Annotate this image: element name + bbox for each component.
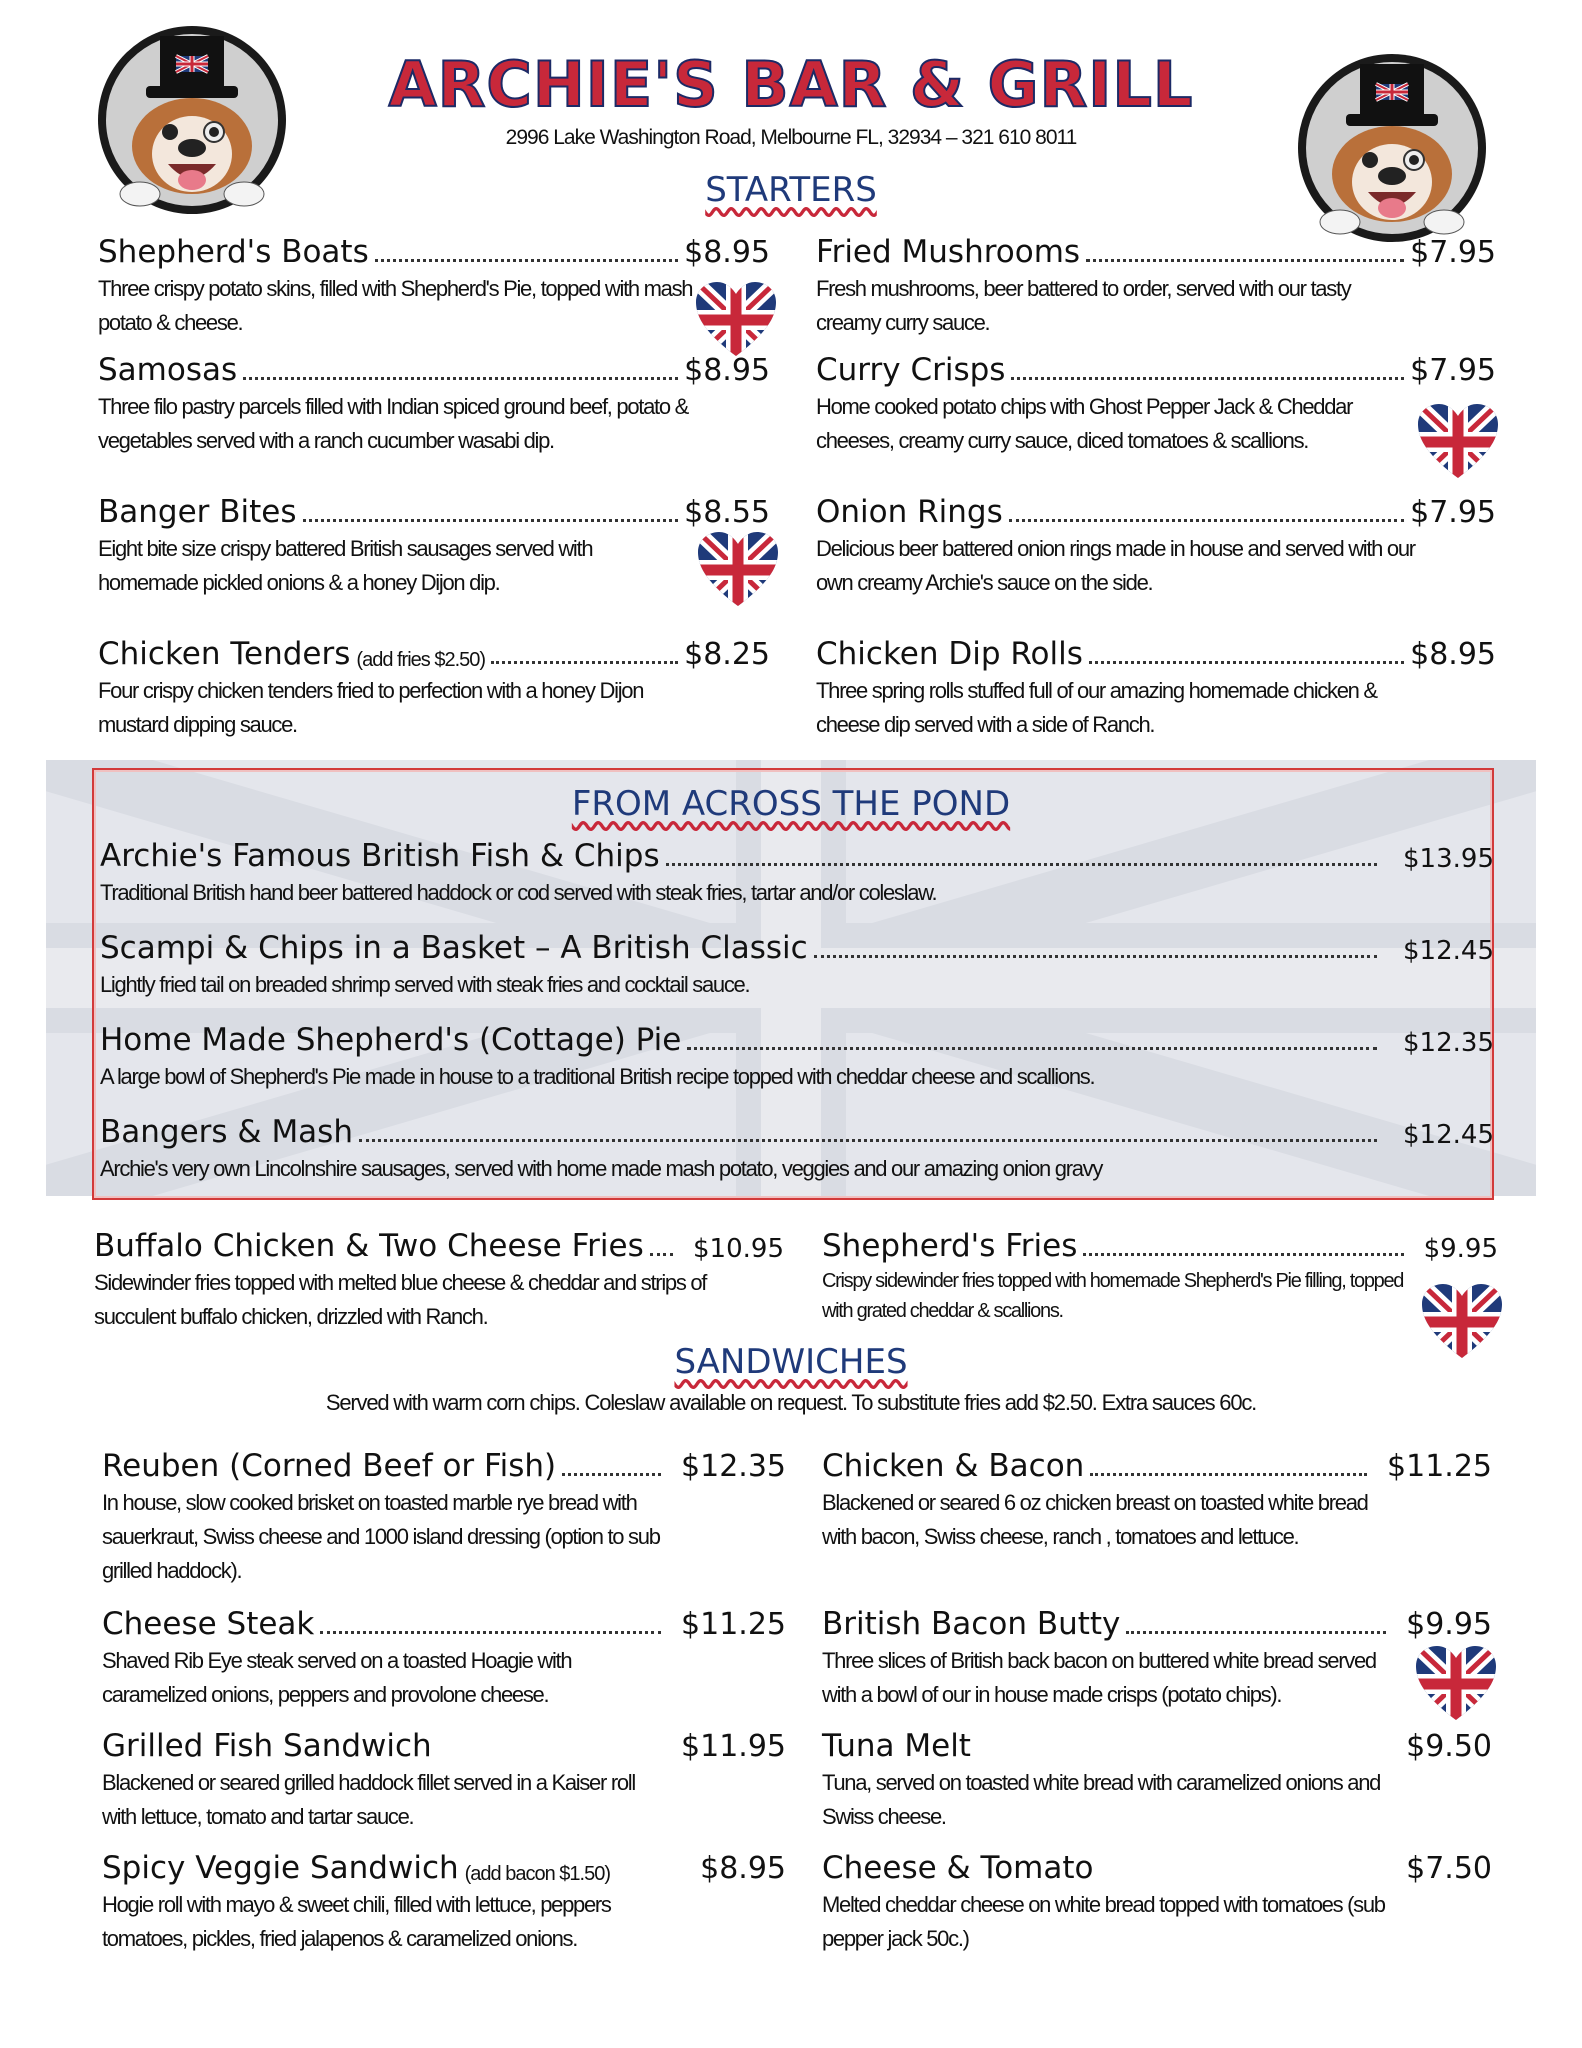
item-price: $8.55 — [684, 495, 770, 530]
menu-item — [822, 1228, 1498, 1326]
leader-dots — [1086, 258, 1404, 262]
item-name: Onion Rings — [816, 494, 1003, 530]
item-description: Fresh mushrooms, beer battered to order, served with our tasty creamy curry sauce. — [816, 276, 1351, 335]
menu-item — [822, 1850, 1492, 1956]
item-price: $8.25 — [684, 637, 770, 672]
leader-dots — [814, 954, 1377, 958]
leader-dots — [1083, 1252, 1403, 1256]
item-name: Shepherd's Fries — [822, 1228, 1078, 1264]
item-name: Spicy Veggie Sandwich — [102, 1850, 459, 1886]
item-description: Traditional British hand beer battered haddock or cod served with steak fries, tartar and/or coleslaw. — [100, 880, 937, 905]
item-description: Crispy sidewinder fries topped with homemade Shepherd's Pie filling, topped with grated cheddar & scallions. — [822, 1270, 1404, 1322]
menu-item — [822, 1728, 1492, 1834]
item-price: $9.95 — [1423, 1234, 1498, 1264]
item-description: Three filo pastry parcels filled with Indian spiced ground beef, potato & vegetables served with a ranch cucumber wasabi dip. — [98, 394, 688, 453]
item-price: $12.45 — [1403, 936, 1494, 966]
item-price: $7.95 — [1410, 235, 1496, 270]
menu-item — [102, 1606, 786, 1712]
item-name: Chicken & Bacon — [822, 1448, 1085, 1484]
item-description: Sidewinder fries topped with melted blue cheese & cheddar and strips of succulent buffalo chicken, drizzled with Ranch. — [94, 1270, 707, 1329]
item-description: Three crispy potato skins, filled with Shepherd's Pie, topped with mash potato & cheese. — [98, 276, 693, 335]
item-name: Curry Crisps — [816, 352, 1006, 388]
menu-item — [100, 930, 1494, 1002]
item-name: Chicken Dip Rolls — [816, 636, 1083, 672]
leader-dots — [491, 660, 678, 664]
menu-item — [98, 352, 770, 458]
item-name: Scampi & Chips in a Basket – A British Classic — [100, 930, 808, 966]
leader-dots — [666, 862, 1377, 866]
union-jack-heart-icon — [1414, 1644, 1498, 1724]
leader-dots — [359, 1138, 1377, 1142]
menu-item — [102, 1728, 786, 1834]
item-name: British Bacon Butty — [822, 1606, 1121, 1642]
menu-item — [822, 1606, 1492, 1712]
item-description: Three slices of British back bacon on buttered white bread served with a bowl of our in house made crisps (potato chips). — [822, 1648, 1376, 1707]
item-description: Hogie roll with mayo & sweet chili, filled with lettuce, peppers tomatoes, pickles, fried jalapenos & caramelized onions. — [102, 1892, 611, 1951]
item-name: Bangers & Mash — [100, 1114, 353, 1150]
section-title-pond: FROM ACROSS THE POND — [571, 784, 1011, 824]
item-note: (add bacon $1.50) — [464, 1863, 610, 1885]
item-name: Samosas — [98, 352, 238, 388]
item-description: Tuna, served on toasted white bread with caramelized onions and Swiss cheese. — [822, 1770, 1381, 1829]
menu-item — [98, 234, 770, 340]
item-price: $8.95 — [684, 235, 770, 270]
leader-dots — [320, 1630, 661, 1634]
item-name: Cheese Steak — [102, 1606, 315, 1642]
menu-item — [100, 1114, 1494, 1186]
item-description: Shaved Rib Eye steak served on a toasted Hoagie with caramelized onions, peppers and provolone cheese. — [102, 1648, 572, 1707]
item-name: Reuben (Corned Beef or Fish) — [102, 1448, 557, 1484]
item-description: In house, slow cooked brisket on toasted marble rye bread with sauerkraut, Swiss cheese and 1000 island dressing (option to sub grilled haddock). — [102, 1490, 660, 1583]
leader-dots — [650, 1252, 673, 1256]
section-title-sandwiches: SANDWICHES — [674, 1342, 908, 1382]
item-name: Fried Mushrooms — [816, 234, 1081, 270]
item-price: $12.35 — [1403, 1028, 1494, 1058]
item-price: $7.95 — [1410, 353, 1496, 388]
leader-dots — [303, 518, 679, 522]
item-price: $9.50 — [1406, 1729, 1492, 1764]
sandwiches-subtitle: Served with warm corn chips. Coleslaw available on request. To substitute fries add $2.50. Extra sauces 60c. — [325, 1390, 1257, 1415]
leader-dots — [1089, 660, 1404, 664]
restaurant-address: 2996 Lake Washington Road, Melbourne FL, 32934 – 321 610 8011 — [505, 126, 1077, 149]
item-name: Archie's Famous British Fish & Chips — [100, 838, 660, 874]
restaurant-title: ARCHIE'S BAR & GRILL — [388, 48, 1194, 121]
leader-dots — [375, 258, 678, 262]
item-description: Blackened or seared 6 oz chicken breast on toasted white bread with bacon, Swiss cheese, ranch , tomatoes and lettuce. — [822, 1490, 1368, 1549]
menu-item — [100, 1022, 1494, 1094]
item-name: Shepherd's Boats — [98, 234, 369, 270]
item-description: Four crispy chicken tenders fried to perfection with a honey Dijon mustard dipping sauce. — [98, 678, 644, 737]
menu-item — [98, 636, 770, 742]
item-price: $12.45 — [1403, 1120, 1494, 1150]
menu-item — [100, 838, 1494, 910]
item-price: $13.95 — [1403, 844, 1494, 874]
item-name: Cheese & Tomato — [822, 1850, 1094, 1886]
item-price: $10.95 — [693, 1234, 784, 1264]
union-jack-heart-icon — [696, 530, 780, 610]
item-price: $11.25 — [681, 1607, 786, 1642]
menu-item — [816, 494, 1496, 600]
leader-dots — [687, 1046, 1377, 1050]
leader-dots — [562, 1472, 661, 1476]
item-name: Chicken Tenders — [98, 636, 351, 672]
item-price: $7.95 — [1410, 495, 1496, 530]
item-price: $8.95 — [700, 1851, 786, 1886]
item-description: Delicious beer battered onion rings made in house and served with our own creamy Archie's sauce on the side. — [816, 536, 1415, 595]
leader-dots — [1011, 376, 1404, 380]
menu-item — [816, 636, 1496, 742]
leader-dots — [1009, 518, 1404, 522]
item-description: Three spring rolls stuffed full of our amazing homemade chicken & cheese dip served with a side of Ranch. — [816, 678, 1377, 737]
item-description: Lightly fried tail on breaded shrimp served with steak fries and cocktail sauce. — [100, 972, 750, 997]
menu-item — [816, 352, 1496, 458]
leader-dots — [243, 376, 678, 380]
menu-item — [98, 494, 770, 600]
leader-dots — [1126, 1630, 1386, 1634]
item-description: Archie's very own Lincolnshire sausages, served with home made mash potato, veggies and our amazing onion gravy — [100, 1156, 1103, 1181]
menu-item — [816, 234, 1496, 340]
item-price: $9.95 — [1406, 1607, 1492, 1642]
item-price: $8.95 — [1410, 637, 1496, 672]
menu-item — [822, 1448, 1492, 1554]
item-description: Eight bite size crispy battered British sausages served with homemade pickled onions & a honey Dijon dip. — [98, 536, 593, 595]
item-description: Melted cheddar cheese on white bread topped with tomatoes (sub pepper jack 50c.) — [822, 1892, 1385, 1951]
item-note: (add fries $2.50) — [356, 649, 486, 671]
section-title-starters: STARTERS — [705, 170, 877, 210]
menu-item — [102, 1448, 786, 1588]
item-price: $12.35 — [681, 1449, 786, 1484]
item-description: Home cooked potato chips with Ghost Pepper Jack & Cheddar cheeses, creamy curry sauce, diced tomatoes & scallions. — [816, 394, 1353, 453]
item-name: Home Made Shepherd's (Cottage) Pie — [100, 1022, 682, 1058]
item-name: Tuna Melt — [822, 1728, 971, 1764]
item-description: Blackened or seared grilled haddock fillet served in a Kaiser roll with lettuce, tomato and tartar sauce. — [102, 1770, 635, 1829]
leader-dots — [1090, 1472, 1367, 1476]
union-jack-heart-icon — [1416, 402, 1500, 482]
menu-item — [94, 1228, 784, 1334]
item-price: $11.25 — [1387, 1449, 1492, 1484]
item-price: $8.95 — [684, 353, 770, 388]
item-name: Grilled Fish Sandwich — [102, 1728, 432, 1764]
item-name: Buffalo Chicken & Two Cheese Fries — [94, 1228, 644, 1264]
item-price: $11.95 — [681, 1729, 786, 1764]
menu-item — [102, 1850, 786, 1956]
union-jack-heart-icon — [694, 280, 778, 360]
item-description: A large bowl of Shepherd's Pie made in house to a traditional British recipe topped with cheddar cheese and scallions. — [100, 1064, 1095, 1089]
item-price: $7.50 — [1406, 1851, 1492, 1886]
item-name: Banger Bites — [98, 494, 297, 530]
